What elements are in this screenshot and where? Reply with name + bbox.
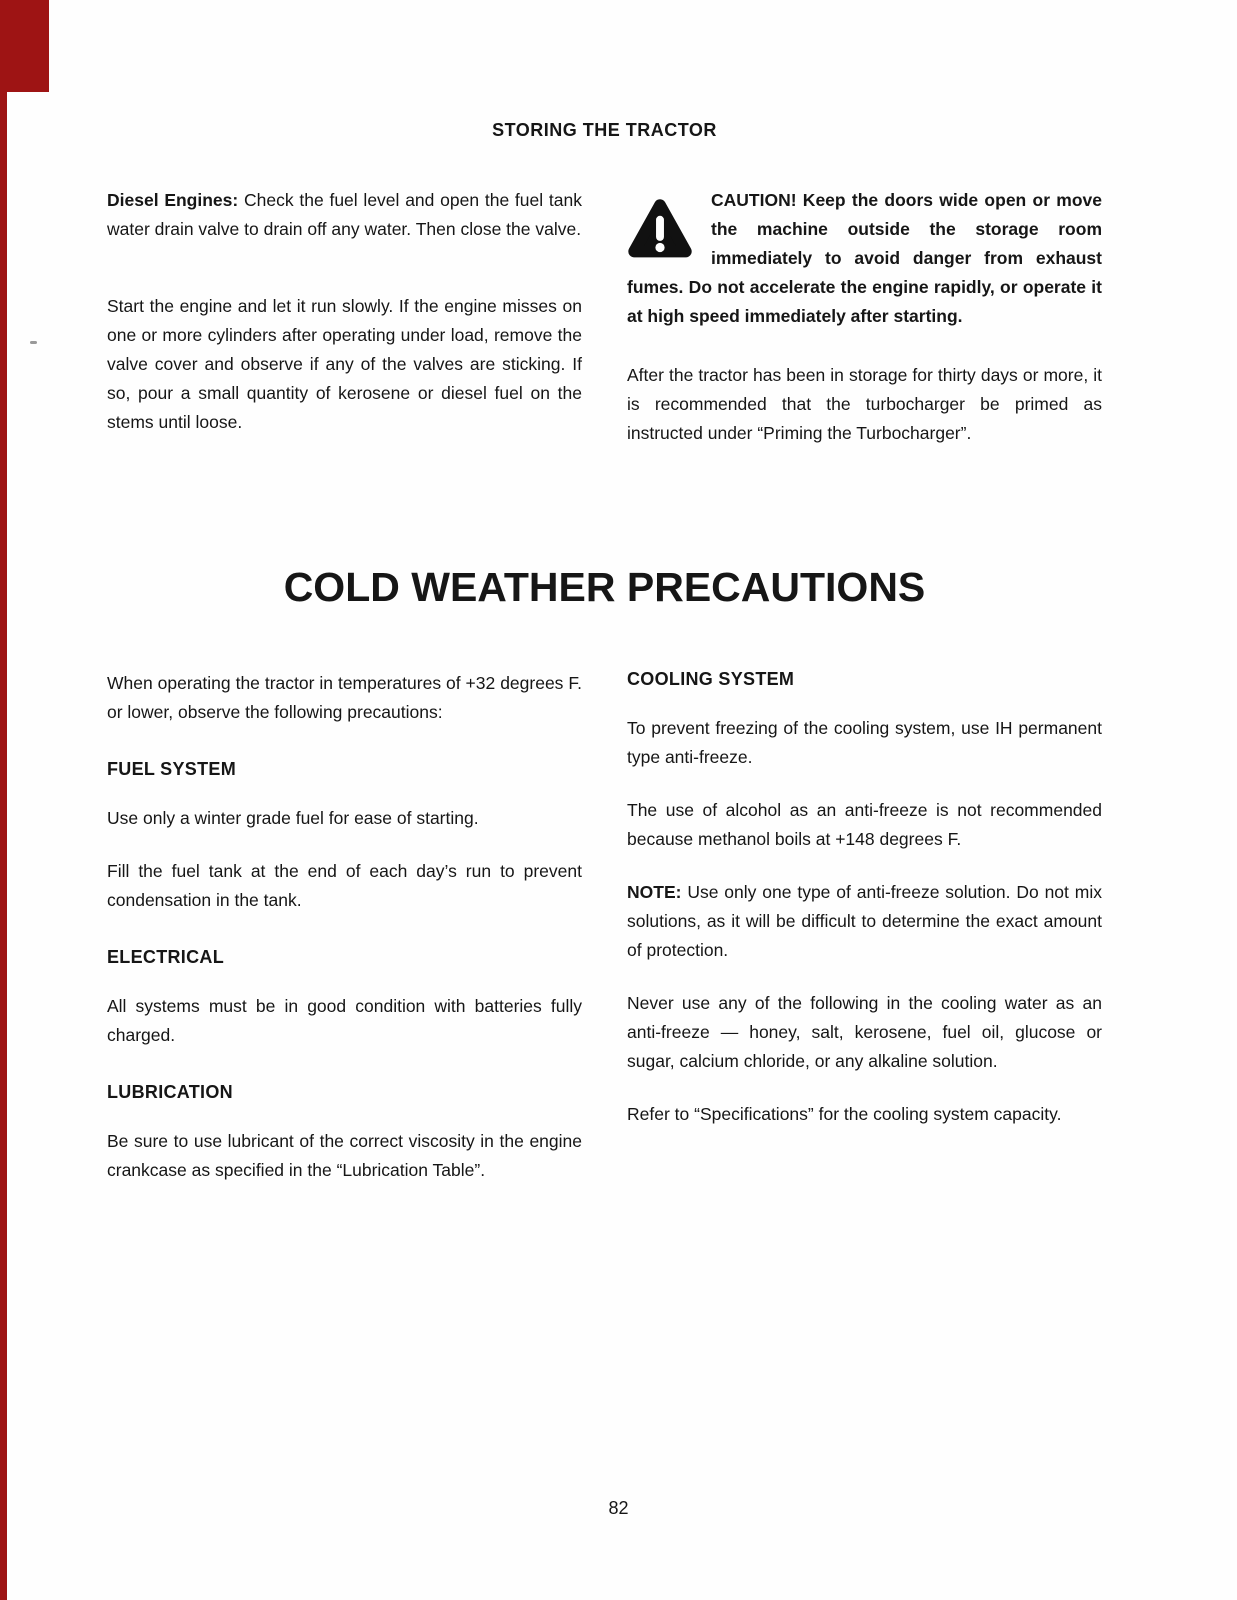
storing-section [107,186,1102,472]
start-engine-paragraph: Start the engine and let it run slowly. If the engine misses on one or more cylinders after operating under load, remove the valve cover and observe if any of the valves are sticking. If so, pour a small quantity of kerosene or diesel fuel on the stems until loose. [107,296,582,432]
diesel-engines-paragraph [107,186,582,244]
electrical-paragraph: All systems must be in good condition with batteries fully charged. [107,996,582,1045]
electrical-heading: ELECTRICAL [107,947,224,967]
note-paragraph [627,878,1102,965]
cold-weather-section [107,669,1102,1209]
lubrication-paragraph: Be sure to use lubricant of the correct viscosity in the engine crankcase as specified in the “Lubrication Table”. [107,1131,582,1180]
note-text: Use only one type of anti-freeze solution. Do not mix solutions, as it will be difficult to determine the exact amount of protection. [627,882,1102,960]
binding-corner-block [0,0,49,92]
page-number: 82 [608,1498,629,1518]
cold-right-column [627,669,1102,1209]
cold-weather-title: COLD WEATHER PRECAUTIONS [283,564,926,610]
binding-edge-stripe [0,0,7,1600]
page-header: STORING THE TRACTOR [492,120,717,140]
cooling-paragraph-4: Never use any of the following in the cooling water as an anti-freeze — honey, salt, kerosene, fuel oil, glucose or sugar, calcium chloride, or any alkaline solution. [627,993,1102,1071]
fuel-system-heading: FUEL SYSTEM [107,759,236,779]
caution-paragraph: CAUTION! Keep the doors wide open or move the machine outside the storage room immediately to avoid danger from exhaust fumes. Do not accelerate the engine rapidly, or operate it at high speed immediately after starting. [627,190,1102,326]
cold-left-column [107,669,582,1209]
note-lead: NOTE: [627,882,682,902]
diesel-engines-text: Check the fuel level and open the fuel tank water drain valve to drain off any water. Then close the valve. [107,190,582,239]
lubrication-heading: LUBRICATION [107,1082,233,1102]
caution-block [627,186,1102,331]
cooling-system-heading: COOLING SYSTEM [627,669,795,689]
diesel-engines-lead: Diesel Engines: [107,190,239,210]
turbocharger-paragraph: After the tractor has been in storage for thirty days or more, it is recommended that the turbocharger be primed as instructed under “Priming the Turbocharger”. [627,365,1102,443]
storing-right-column [627,186,1102,472]
fuel-paragraph-2: Fill the fuel tank at the end of each day’s run to prevent condensation in the tank. [107,861,582,910]
page-content [107,0,1102,1209]
scan-artifact [30,341,37,344]
cooling-paragraph-2: The use of alcohol as an anti-freeze is not recommended because methanol boils at +148 degrees F. [627,800,1102,849]
cold-intro-paragraph: When operating the tractor in temperatures of +32 degrees F. or lower, observe the following precautions: [107,673,582,722]
storing-left-column [107,186,582,472]
cooling-paragraph-5: Refer to “Specifications” for the cooling system capacity. [627,1104,1062,1124]
cooling-paragraph-1: To prevent freezing of the cooling system, use IH permanent type anti-freeze. [627,718,1102,767]
warning-triangle-icon [627,190,693,268]
fuel-paragraph-1: Use only a winter grade fuel for ease of starting. [107,808,479,828]
